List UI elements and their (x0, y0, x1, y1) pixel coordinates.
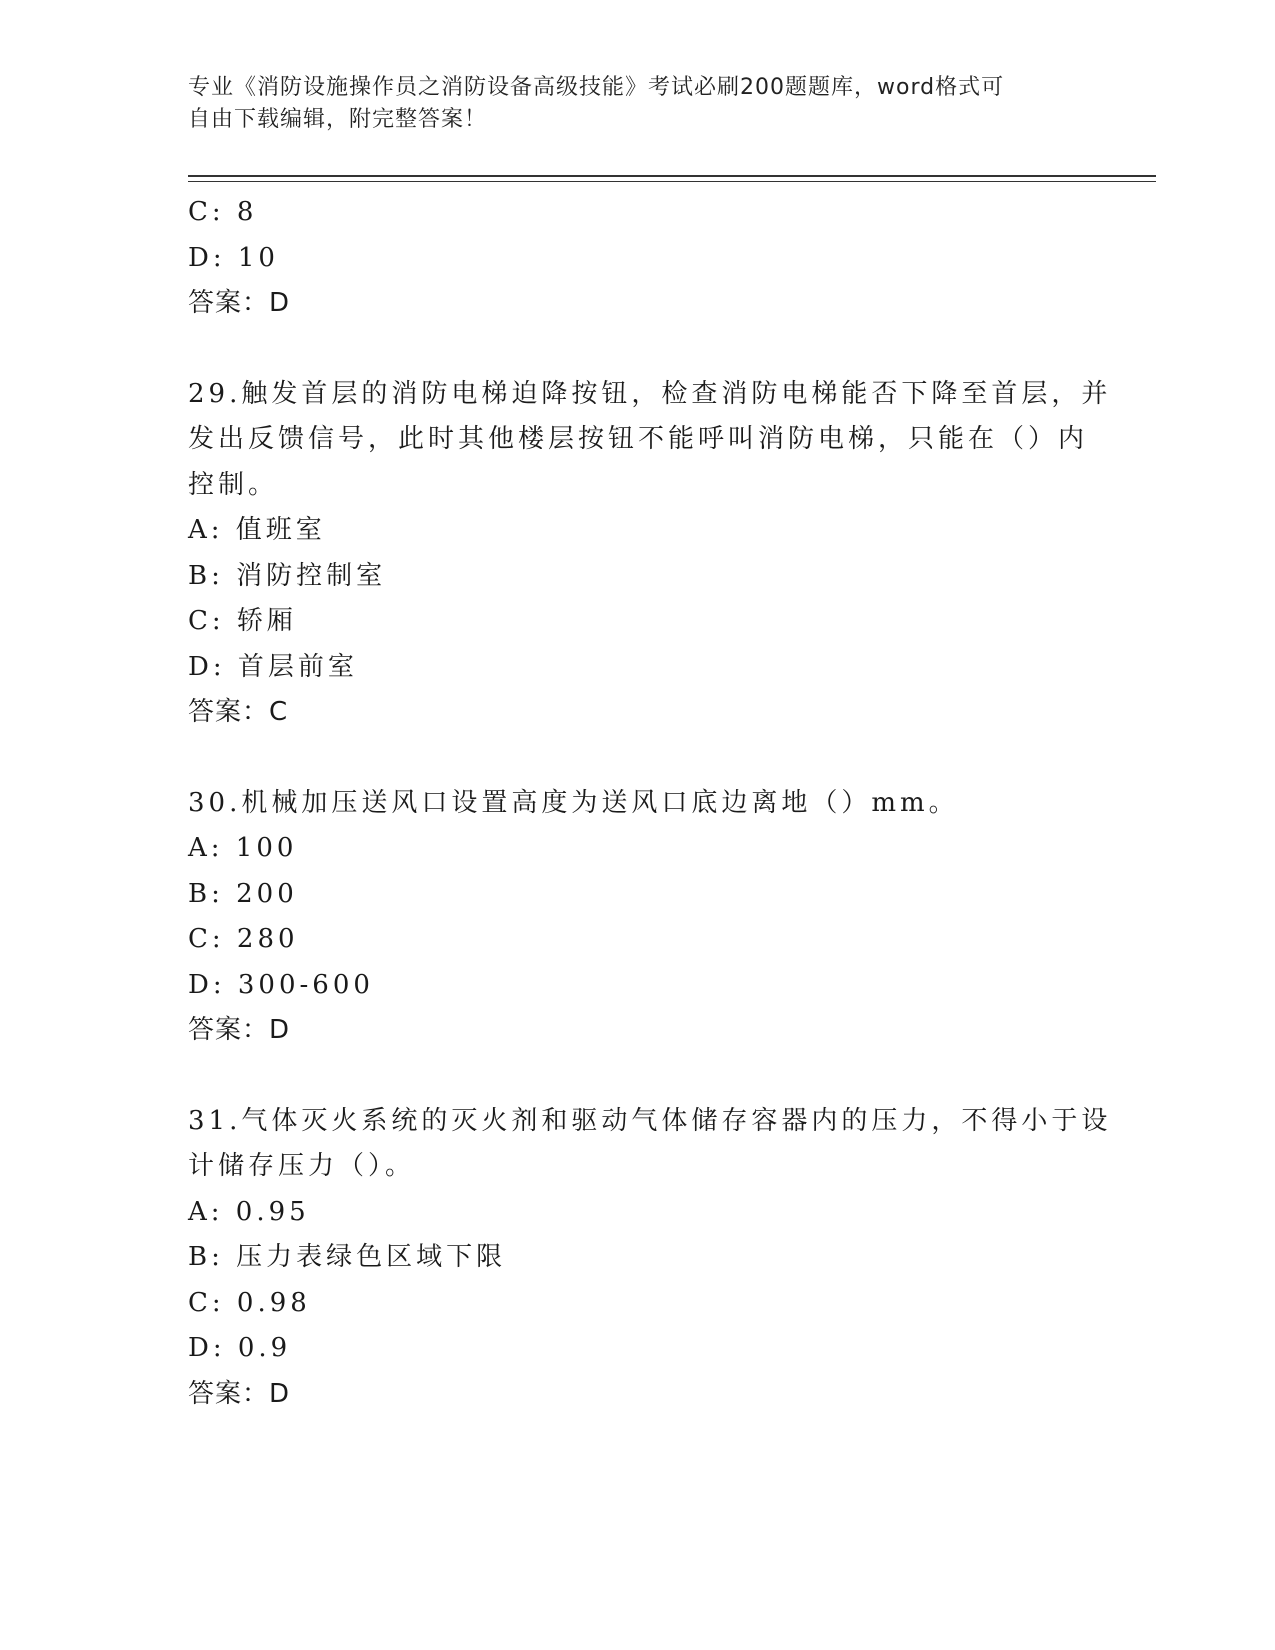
page-header (188, 72, 1088, 136)
question-stem-line: 发出反馈信号，此时其他楼层按钮不能呼叫消防电梯，只能在（）内 (188, 424, 1089, 454)
answer: 答案：D (188, 1378, 291, 1409)
option-d: D: 首层前室 (188, 651, 358, 682)
option-b: B: 消防控制室 (188, 560, 387, 591)
option-a: A: 0.95 (188, 1196, 310, 1227)
answer: 答案：C (188, 697, 289, 727)
question-stem-line: 计储存压力（）。 (188, 1151, 416, 1181)
question-content (188, 190, 1148, 1417)
answer: 答案：D (188, 1015, 291, 1045)
question-stem-line: 31.气体灭火系统的灭火剂和驱动气体储存容器内的压力，不得小于设 (188, 1105, 1112, 1136)
question-stem-line: 29.触发首层的消防电梯迫降按钮，检查消防电梯能否下降至首层，并 (188, 378, 1112, 409)
option-c: C: 8 (188, 197, 258, 227)
question-30 (188, 781, 1148, 1054)
question-31 (188, 1099, 1148, 1418)
spacer (188, 1054, 1148, 1099)
question-stem-line: 30.机械加压送风口设置高度为送风口底边离地（）mm。 (188, 787, 959, 818)
question-stem-line: 控制。 (188, 469, 279, 500)
spacer (188, 736, 1148, 781)
option-a: A: 100 (188, 833, 298, 863)
option-c: C: 0.98 (188, 1287, 311, 1318)
option-b: B: 压力表绿色区域下限 (188, 1242, 507, 1272)
spacer (188, 327, 1148, 372)
option-c: C: 轿厢 (188, 606, 297, 636)
header-line-1: 专业《消防设施操作员之消防设备高级技能》考试必刷200题题库，word格式可 (188, 75, 1005, 100)
prev-question (188, 190, 1148, 327)
option-b: B: 200 (188, 878, 298, 909)
option-a: A: 值班室 (188, 515, 326, 545)
question-29 (188, 372, 1148, 736)
header-line-2: 自由下载编辑，附完整答案！ (188, 107, 488, 132)
answer: 答案：D (188, 288, 291, 318)
header-divider (188, 175, 1156, 182)
option-d: D: 300-600 (188, 969, 374, 1000)
option-c: C: 280 (188, 924, 299, 954)
option-d: D: 10 (188, 242, 279, 273)
option-d: D: 0.9 (188, 1333, 292, 1363)
